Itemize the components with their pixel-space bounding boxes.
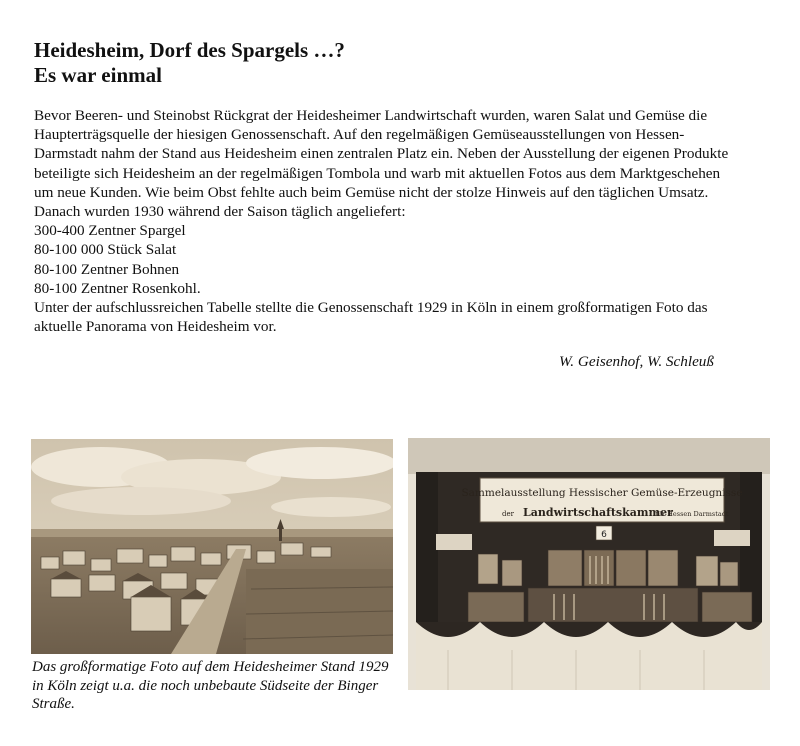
delivery-list-item: 80-100 Zentner Bohnen [34, 260, 180, 278]
delivery-list-item: 300-400 Zentner Spargel [34, 222, 186, 240]
article-title [34, 38, 345, 88]
town-photo-caption: Das großformatige Foto auf dem Heidesheimer Stand 1929 in Köln zeigt u.a. die noch unbebaute Südseite der Binger Straße. [32, 659, 389, 712]
article-body [34, 106, 734, 336]
exhibition-stand-photo [408, 438, 770, 690]
exhibit-banner-suffix: für Hessen Darmstadt [655, 510, 729, 518]
body-closing: Unter der aufschlussreichen Tabelle stellte die Genossenschaft 1929 in Köln in einem großformatigen Foto das aktuelle Panorama von Heidesheim vor. [34, 299, 708, 336]
exhibit-banner-prefix: der [502, 510, 514, 518]
body-paragraph: Bevor Beeren- und Steinobst Rückgrat der Heidesheimer Landwirtschaft wurden, waren Salat und Gemüse die Haupterträgsquelle der hiesigen Genossenschaft. Auf den regelmäßigen Gemüseausstellungen von Hessen-Darmstadt nahm der Stand aus Heidesheim einen zentralen Platz ein. Neben der Ausstellung der eigenen Produkte beteiligte sich Heidesheim an der regelmäßigen Tombola und warb mit aktuellen Fotos aus dem Marktgeschehen um neue Kunden. Wie beim Obst fehlte auch beim Gemüse nicht der stolze Hinweis auf den täglichen Umsatz. Danach wurden 1930 während der Saison täglich angeliefert: [34, 107, 729, 221]
title-line-1: Heidesheim, Dorf des Spargels …? [34, 38, 345, 62]
exhibit-number-sign: 6 [601, 530, 607, 540]
town-panorama-photo [31, 439, 393, 654]
delivery-list-item: 80-100 000 Stück Salat [34, 241, 177, 259]
exhibit-banner-line1: Sammelausstellung Hessischer Gemüse-Erzeugnisse [461, 487, 743, 499]
author-signature: W. Geisenhof, W. Schleuß [559, 353, 714, 370]
delivery-list-item: 80-100 Zentner Rosenkohl. [34, 279, 201, 297]
title-line-2: Es war einmal [34, 63, 162, 87]
exhibit-banner-main: Landwirtschaftskammer [523, 506, 673, 519]
